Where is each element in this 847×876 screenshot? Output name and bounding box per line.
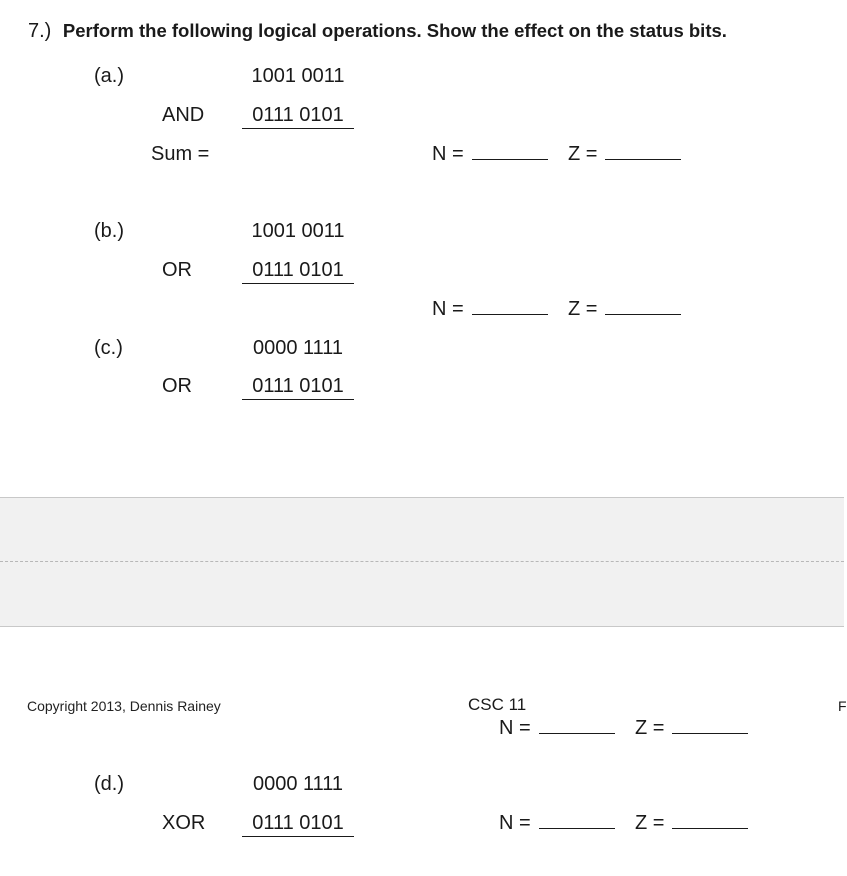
problem-a-operator: AND (162, 104, 205, 126)
problem-d-operator: XOR (162, 812, 206, 834)
problem-d-n-field[interactable] (499, 811, 615, 835)
problem-d-bottom-operand: 0111 0101 (242, 811, 354, 837)
page-break-band (0, 497, 844, 627)
problem-a-top-operand: 1001 0011 (251, 65, 345, 87)
z-blank[interactable] (605, 144, 681, 160)
problem-b-top-operand: 1001 0011 (251, 220, 345, 242)
n-label: N = (432, 298, 464, 320)
problem-b-operator: OR (162, 259, 192, 281)
problem-b-z-field[interactable] (568, 297, 681, 321)
footer-course: CSC 11 (468, 695, 527, 714)
question-heading (28, 19, 727, 43)
problem-b-label: (b.) (94, 220, 124, 242)
footer-cut-text: F (838, 698, 847, 714)
z-label: Z = (568, 143, 598, 165)
problem-a-label: (a.) (94, 65, 124, 87)
problem-d-top-operand: 0000 1111 (252, 773, 344, 795)
footer-copyright: Copyright 2013, Dennis Rainey (27, 698, 221, 714)
problem-d-z-field[interactable] (635, 811, 748, 835)
problem-c-n-field[interactable] (499, 716, 615, 740)
z-label: Z = (635, 812, 665, 834)
problem-a-result-label: Sum = (151, 143, 210, 165)
problem-c-z-field[interactable] (635, 716, 748, 740)
problem-a-n-field[interactable] (432, 142, 548, 166)
n-blank[interactable] (539, 718, 615, 734)
n-blank[interactable] (539, 813, 615, 829)
problem-b-bottom-operand: 0111 0101 (242, 258, 354, 284)
n-label: N = (499, 812, 531, 834)
n-label: N = (432, 143, 464, 165)
problem-c-operator: OR (162, 375, 192, 397)
z-blank[interactable] (672, 718, 748, 734)
problem-d-label: (d.) (94, 773, 124, 795)
z-blank[interactable] (672, 813, 748, 829)
question-prompt: Perform the following logical operations. Show the effect on the status bits. (62, 20, 727, 41)
n-label: N = (499, 717, 531, 739)
question-number: 7.) (28, 20, 52, 42)
problem-c-bottom-operand: 0111 0101 (242, 374, 354, 400)
problem-a-z-field[interactable] (568, 142, 681, 166)
problem-a-bottom-operand: 0111 0101 (242, 103, 354, 129)
page-break-dashed-line (0, 561, 844, 562)
z-blank[interactable] (605, 299, 681, 315)
problem-c-top-operand: 0000 1111 (252, 337, 344, 359)
n-blank[interactable] (472, 299, 548, 315)
problem-c-label: (c.) (94, 337, 123, 359)
n-blank[interactable] (472, 144, 548, 160)
problem-b-n-field[interactable] (432, 297, 548, 321)
z-label: Z = (568, 298, 598, 320)
z-label: Z = (635, 717, 665, 739)
